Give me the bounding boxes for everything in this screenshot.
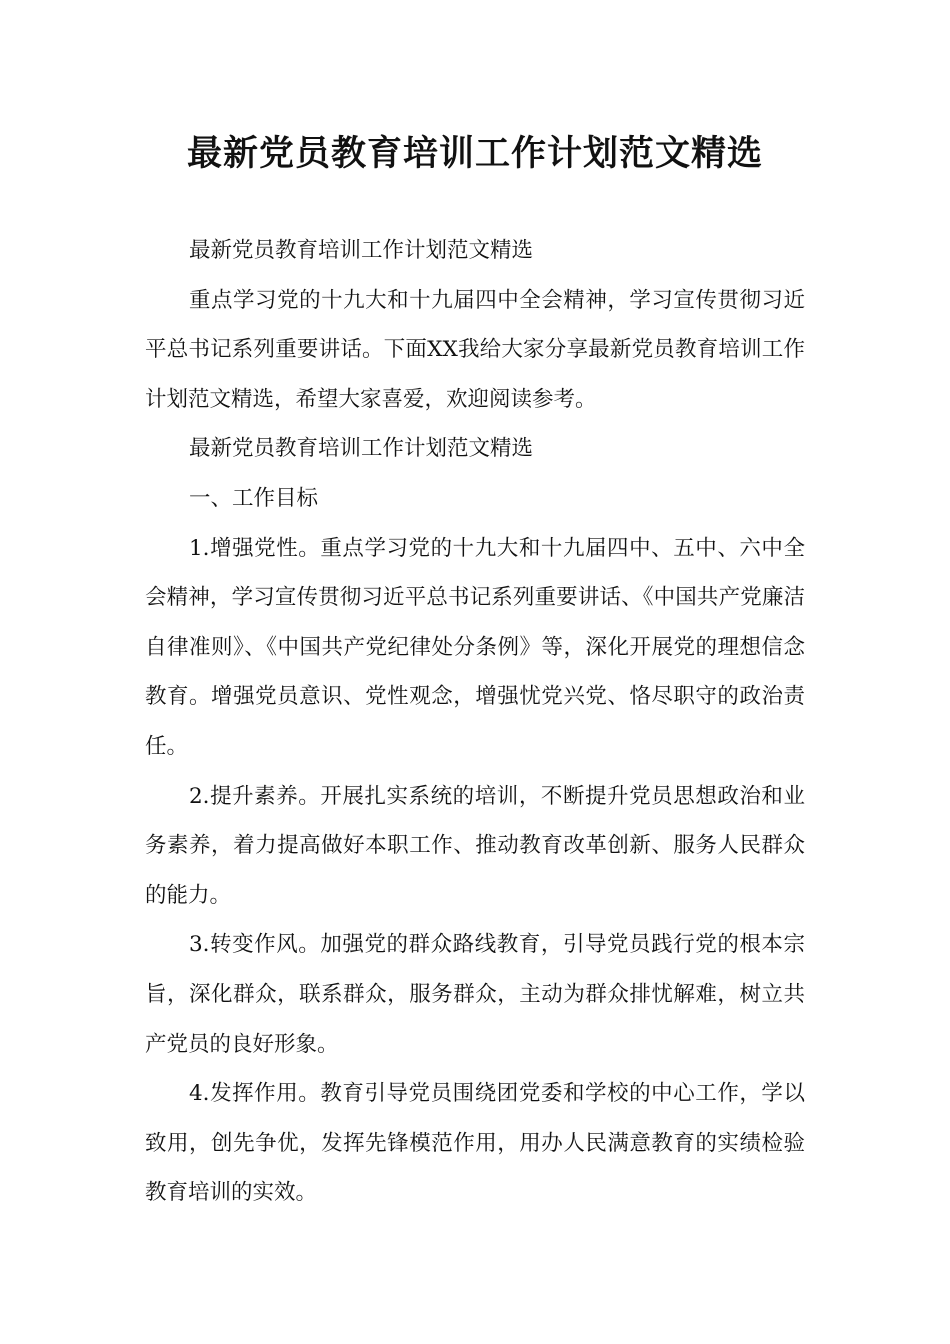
paragraph-intro: 重点学习党的十九大和十九届四中全会精神，学习宣传贯彻习近平总书记系列重要讲话。下面XX我给大家分享最新党员教育培训工作计划范文精选，希望大家喜爱，欢迎阅读参考。 [145, 287, 805, 412]
paragraph-item-1: 1.增强党性。重点学习党的十九大和十九届四中、五中、六中全会精神，学习宣传贯彻习近平总书记系列重要讲话、《中国共产党廉洁自律准则》、《中国共产党纪律处分条例》等，深化开展党的理想信念教育。增强党员意识、党性观念，增强忧党兴党、恪尽职守的政治责任。 [145, 535, 805, 759]
paragraph-item-2: 2.提升素养。开展扎实系统的培训，不断提升党员思想政治和业务素养，着力提高做好本职工作、推动教育改革创新、服务人民群众的能力。 [145, 783, 805, 908]
paragraph-item-3: 3.转变作风。加强党的群众路线教育，引导党员践行党的根本宗旨，深化群众，联系群众，服务群众，主动为群众排忧解难，树立共产党员的良好形象。 [145, 932, 805, 1057]
paragraph-item-4: 4.发挥作用。教育引导党员围绕团党委和学校的中心工作，学以致用，创先争优，发挥先锋模范作用，用办人民满意教育的实绩检验教育培训的实效。 [145, 1081, 805, 1206]
section-heading: 一、工作目标 [189, 485, 319, 511]
document-title: 最新党员教育培训工作计划范文精选 [186, 134, 763, 174]
paragraph-subtitle: 最新党员教育培训工作计划范文精选 [189, 238, 534, 263]
paragraph-subtitle-repeat: 最新党员教育培训工作计划范文精选 [189, 436, 534, 462]
document-body [145, 226, 805, 1218]
